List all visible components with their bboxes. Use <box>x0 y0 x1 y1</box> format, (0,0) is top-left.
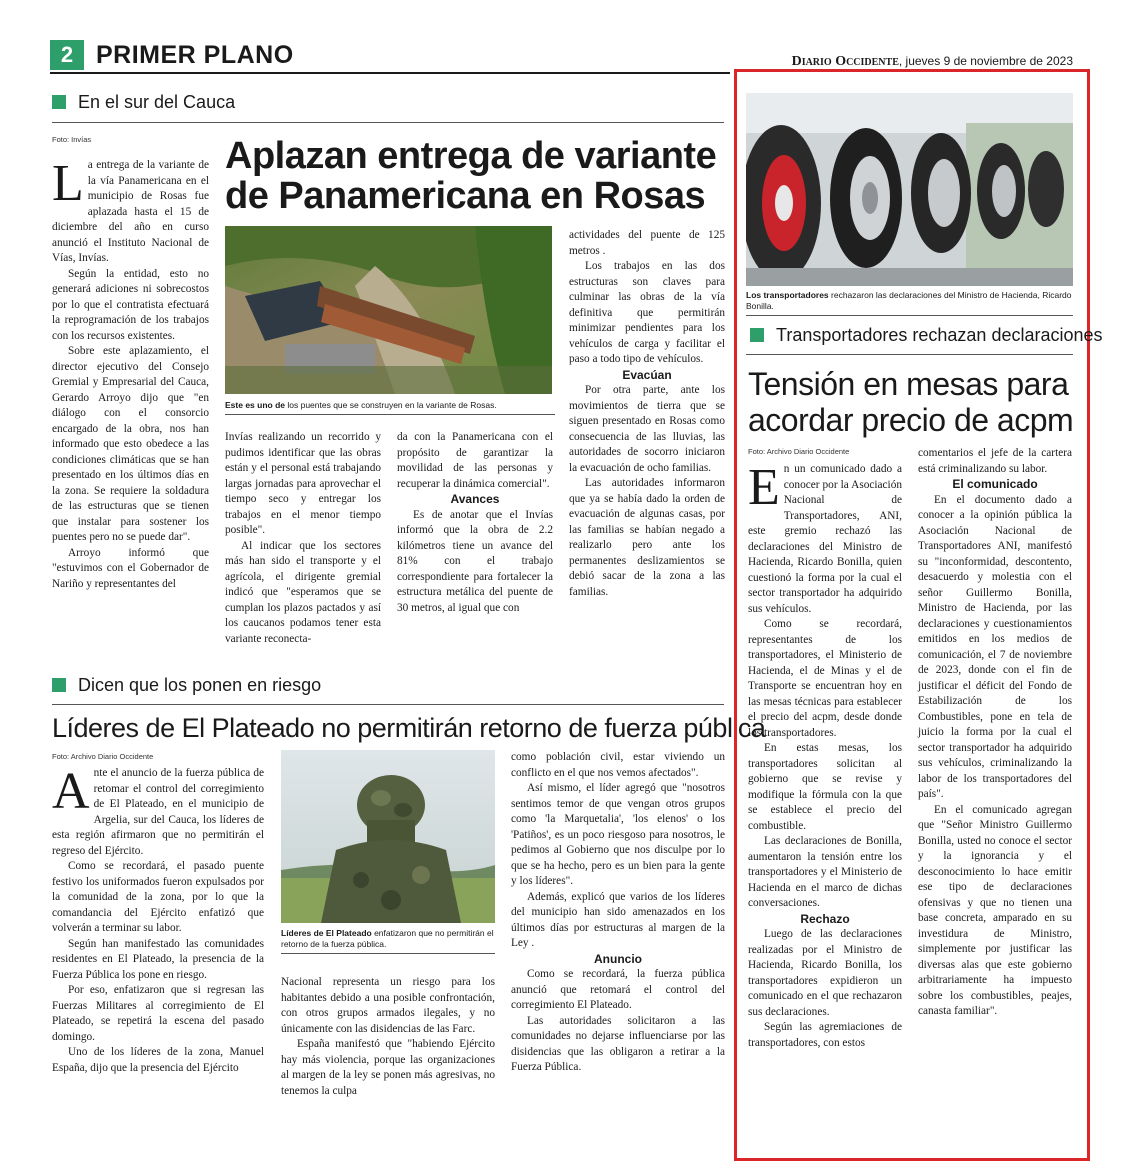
kicker-square-icon <box>750 328 764 342</box>
story2-column-3 <box>511 750 725 1076</box>
header-rule <box>50 72 730 74</box>
story1-col3-p1: da con la Panamericana con el propósito de garantizar la movilidad de las personas y recuperar la dinámica comercial". <box>397 431 553 490</box>
story2-col3-p4: Como se recordará, la fuerza pública anunció que retomará el control del corregimiento El Plateado. <box>511 968 725 1011</box>
soldier-photo <box>281 750 495 923</box>
story1-subhead-evacuan: Evacúan <box>622 367 672 382</box>
story1-dropcap: L <box>52 155 84 212</box>
story3-kicker-text: Transportadores rechazan declaraciones <box>776 325 1103 345</box>
kicker-square-icon <box>52 678 66 692</box>
story3-rule <box>746 354 1073 355</box>
story3-column-1 <box>748 459 902 1051</box>
story1-headline-line1: Aplazan entrega de variante <box>225 135 717 177</box>
story3-headline-line1: Tensión en mesas para <box>748 366 1069 402</box>
story3-dropcap: E <box>748 459 780 516</box>
story2-column-1 <box>52 763 264 1076</box>
story1-caption-bold: Este es uno de <box>225 400 285 410</box>
story2-caption-rule <box>281 953 495 954</box>
story3-col2-p2: En el documento dado a conocer a la opinión pública la Asociación Nacional de Transportadores ANI, manifestó su "inconformidad, descontento, desacuerdo y molestia con el señor Guillermo Bonilla, Ministro de Hacienda, por las declaraciones y cuestionamientos emitidos en los medios de comunicación, el 7 de noviembre de 2023, donde con el fin de justificar el déficit del Fondo de Estabilización de los Combustibles, pone en tela de juicio la forma por la cual el sector transportador ha adquirido sus vehículos, criminalizando la labor de los transportadores del país". <box>918 493 1072 800</box>
story3-col1-p1: n un comunicado dado a conocer por la Asociación Nacional de Transportadores, ANI, este gremio rechazó las declaraciones del Ministro de Hacienda, Ricardo Bonilla, quien cuestionó la forma por la cual el sector transportador ha adquirido sus vehículos. <box>748 463 902 615</box>
story3-col1-p3: En estas mesas, los transportadores solicitan al gobierno que se revise y modifique la fórmula con la que se establece el precio del combustible. <box>748 742 902 832</box>
story1-caption-rest: los puentes que se construyen en la variante de Rosas. <box>285 400 497 410</box>
story3-kicker <box>750 324 1103 346</box>
story2-col2-p2: España manifestó que "habiendo Ejército hay más violencia, porque las organizaciones al margen de la ley se ponen más agresivas, no tenemos la culpa <box>281 1038 495 1097</box>
newspaper-name: Diario Occidente <box>791 54 899 69</box>
story3-column-2 <box>918 446 1072 1020</box>
story1-col4-p2: Los trabajos en las dos estructuras son claves para culminar las obras de la vía definitiva que permitirán minimizar pendientes para los vehículos de carga y facilitar el paso a todo tipo de vehículos. <box>569 260 725 365</box>
story2-caption <box>281 928 495 950</box>
story3-subhead-comunicado: El comunicado <box>952 477 1038 491</box>
story2-col1-p1: nte el anuncio de la fuerza pública de retomar el control del corregimiento de El Plateado, en el municipio de Argelia, sur del Cauca, los líderes de esta región afirmaron que no permitirán el regreso del Ejército. <box>52 767 264 857</box>
story1-caption-rule <box>225 414 555 415</box>
story3-subhead-rechazo: Rechazo <box>800 911 850 926</box>
story1-column-1 <box>52 155 209 592</box>
story1-col1-p1: a entrega de la variante de la vía Panamericana en el municipio de Rosas fue aplazada hasta el 15 de diciembre del año en curso anunció el Instituto Nacional de Vías, Invías. <box>52 159 209 264</box>
story3-col2-p1: comentarios el jefe de la cartera está criminalizando su labor. <box>918 447 1072 475</box>
story3-col1-p2: Como se recordará, representantes de los transportadores, el Ministerio de Hacienda, el de Minas y el de Transporte se encuentran hoy en las mesas técnicas para establecer el precio del acpm, desde donde los transportadores. <box>748 618 902 739</box>
story3-headline <box>748 366 1078 438</box>
issue-date: , jueves 9 de noviembre de 2023 <box>898 54 1073 68</box>
story2-col3-p2: Así mismo, el líder agregó que "nosotros sentimos temor de que vengan otros grupos como 'la Marquetalia', 'los elenos' o los 'Patiños', es un poco riesgoso para nosotros, le pedimos al Gobierno que nos disculpe por lo que se ha hecho, pero es un bien para la gente y los líderes". <box>511 782 725 887</box>
story2-col3-p5: Las autoridades solicitaron a las comunidades no dejarse influenciarse por las disidencias que las obligaron a retirar a la Fuerza Pública. <box>511 1014 725 1073</box>
story1-photo-credit: Foto: Invías <box>52 135 92 144</box>
story2-headline: Líderes de El Plateado no permitirán retorno de fuerza pública <box>52 713 766 743</box>
story2-col1-p3: Según han manifestado las comunidades residentes en El Plateado, la presencia de la Fuerza Pública los pone en riesgo. <box>52 937 264 981</box>
story1-col1-p4: Arroyo informó que "estuvimos con el Gobernador de Nariño y representantes del <box>52 546 209 590</box>
story3-photo-credit: Foto: Archivo Diario Occidente <box>748 447 850 456</box>
story1-headline <box>225 136 725 216</box>
story1-subhead-avances: Avances <box>450 492 500 506</box>
kicker-square-icon <box>52 95 66 109</box>
story2-caption-bold: Líderes de El Plateado <box>281 928 372 938</box>
story3-col1-p6: Según las agremiaciones de transportadores, con estos <box>748 1021 902 1049</box>
story3-caption-rest: rechazaron las declaraciones del Ministro de Hacienda, Ricardo Bonilla. <box>746 290 1072 311</box>
story1-caption <box>225 400 555 411</box>
story3-col2-p3: En el comunicado agregan que "Señor Ministro Guillermo Bonilla, usted no conoce el sector y la ignorancia y el desconocimiento lo hace emitir ese tipo de declaraciones ofensivas y que no tienen una base concreta, amparado en su investidura de Ministro, simplemente por justificar las diversas alas que este gobierno arbitrariamente ha impuesto sobre los combustibles, peajes, canasta familiar". <box>918 803 1072 1017</box>
story3-col1-p4: Las declaraciones de Bonilla, aumentaron la tensión entre los transportadores y el Ministerio de Hacienda en el marco de dichas conversaciones. <box>748 835 902 909</box>
story2-rule <box>52 704 724 705</box>
story2-col3-p1: como población civil, estar viviendo un conflicto en el que nos vemos afectados". <box>511 751 725 779</box>
story2-caption-rest: enfatizaron que no permitirán el retorno de la fuerza pública. <box>281 928 494 949</box>
story1-rule <box>52 122 724 123</box>
story1-col1-p3: Sobre este aplazamiento, el director ejecutivo del Consejo Gremial y Empresarial del Cauca, Gerardo Arroyo dijo que "en diálogo con el consorcio encargado de la obra, nos han informado que esto obedece a las condiciones climáticas que se han presentado en los últimos días en la zona. Se requiere la soldadura de las estructuras que se tienen que instalar para sostener los puentes pero no se puede dar". <box>52 345 209 543</box>
page-number: 2 <box>50 40 84 70</box>
story1-column-4 <box>569 228 725 600</box>
story1-col4-p1: actividades del puente de 125 metros . <box>569 229 725 257</box>
story1-col3-p2: Es de anotar que el Invías informó que la obra de 2.2 kilómetros tiene un avance del 81% con el trabajo correspondiente para fortalecer la estructura metálica del puente de 30 metros, al igual que con <box>397 508 553 614</box>
story3-caption <box>746 290 1076 312</box>
section-title: PRIMER PLANO <box>96 41 294 69</box>
story3-headline-line2: acordar precio de acpm <box>748 402 1074 438</box>
story2-col2-p1: Nacional representa un riesgo para los habitantes debido a una posible confrontación, con otros grupos armados ilegales, y no únicamente con las disidencias de las Farc. <box>281 976 495 1035</box>
story1-col4-p3: Por otra parte, ante los movimientos de tierra que se siguen presentado en Rosas como consecuencia de las lluvias, las autoridades de socorro iniciaron la evacuación de ocho familias. <box>569 384 725 474</box>
story2-kicker <box>52 674 321 696</box>
story1-col2-p2: Al indicar que los sectores más han sido el transporte y el agrícola, el dirigente gremial indicó que "esperamos que se cumplan los plazos pactados y así los caucanos podamos tener esta variante reconecta- <box>225 539 381 645</box>
story3-caption-rule <box>746 315 1073 316</box>
story1-col1-p2: Según la entidad, esto no generará adiciones ni sobrecostos por lo que el contratista efectuará la reprogramación de los trabajos con los recursos existentes. <box>52 267 209 342</box>
story2-col1-p4: Por eso, enfatizaron que si regresan las Fuerzas Militares al corregimiento de El Plateado, se repetirá la escena del pasado domingo. <box>52 984 264 1043</box>
bridge-construction-photo <box>225 226 552 394</box>
story2-column-2 <box>281 975 495 1099</box>
story2-col1-p5: Uno de los líderes de la zona, Manuel España, dijo que la presencia del Ejército <box>52 1046 264 1074</box>
story2-dropcap: A <box>52 763 90 820</box>
story1-col4-p4: Las autoridades informaron que ya se había dado la orden de evacuación de algunas casas, por las familias se habían negado a realizarlo pero ante los permanentes deslizamientos se debió sacar de la zona a las familias. <box>569 477 725 598</box>
masthead-date <box>792 54 1073 70</box>
truck-wheels-photo <box>746 93 1073 286</box>
story2-kicker-text: Dicen que los ponen en riesgo <box>78 675 322 695</box>
story1-column-3 <box>397 430 553 616</box>
story2-subhead-anuncio: Anuncio <box>594 951 642 966</box>
story1-kicker <box>52 91 235 113</box>
story2-col3-p3: Además, explicó que varios de los líderes del municipio han sido amenazados en los últimos días por estructuras al margen de la Ley . <box>511 890 725 949</box>
story1-col2-p1: Invías realizando un recorrido y pudimos identificar que las obras están y el personal está trabajando largas jornadas para aprovechar el tiempo seco y entregar los trabajos en el menor tiempo posible". <box>225 431 381 536</box>
story1-kicker-text: En el sur del Cauca <box>78 92 236 112</box>
story2-photo-credit: Foto: Archivo Diario Occidente <box>52 752 154 761</box>
story1-column-2 <box>225 430 381 647</box>
story1-headline-line2: de Panamericana en Rosas <box>225 175 706 217</box>
story2-col1-p2: Como se recordará, el pasado puente festivo los uniformados fueron expulsados por la comunidad de la zona, por lo que la comandancia del Ejército enfatizó que volverán a terminar su labor. <box>52 860 264 934</box>
story3-caption-bold: Los transportadores <box>746 290 829 300</box>
story3-col1-p5: Luego de las declaraciones realizadas por el Ministro de Hacienda, Ricardo Bonilla, los transportadores expidieron un comunicado en el que rechazaron sus declaraciones. <box>748 928 902 1018</box>
